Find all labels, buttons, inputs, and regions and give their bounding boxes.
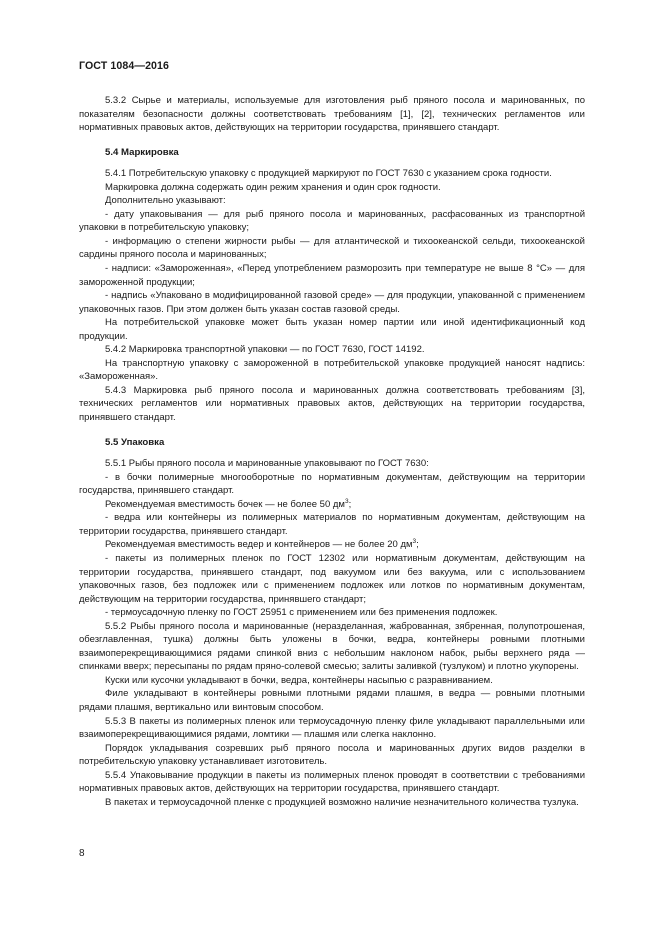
paragraph-5-5-2: 5.5.2 Рыбы пряного посола и маринованные (неразделанная, жаброванная, зябренная, полупотрошеная, обезглавленная, тушка) должны быть уложены в бочки, ведра, контейнеры ровными плотными взаимоперекрещивающимися рядами спинкой вниз с небольшим наклоном набок, рыбы верхнего ряда — спинками вверх; пересыпаны по рядам пряно-солевой смесью; залиты заливкой (тузлуком) и плотно укупорены. [79, 620, 585, 673]
text: Рекомендуемая вместимость бочек — не более 50 дм [105, 498, 345, 510]
paragraph-5-4-3: 5.4.3 Маркировка рыб пряного посола и маринованных должна соответствовать требованиям [3], технических регламентов или нормативных правовых актов, действующих на территории государства, принявшего стандарт. [79, 384, 585, 424]
paragraph: Филе укладывают в контейнеры ровными плотными рядами плашмя, в ведра — ровными плотными рядами плашмя, вертикально или винтовым способом. [79, 688, 585, 713]
text: Рекомендуемая вместимость ведер и контейнеров — не более 20 дм [105, 539, 413, 551]
text: ; [348, 498, 352, 510]
paragraph: В пакетах и термоусадочной пленке с продукцией возможно наличие незначительного количества тузлука. [105, 796, 579, 808]
text: ; [416, 539, 419, 551]
paragraph-5-5-1: 5.5.1 Рыбы пряного посола и маринованные упаковывают по ГОСТ 7630: [105, 458, 429, 470]
paragraph: На транспортную упаковку с замороженной в потребительской упаковке продукцией наносят надпись: «Замороженная». [79, 357, 585, 383]
list-item: - ведра или контейнеры из полимерных материалов по нормативным документам, действующим на территории государства, принявшего стандарт. [79, 512, 585, 537]
section-heading-packaging: 5.5 Упаковка [105, 437, 165, 449]
document-header: ГОСТ 1084—2016 [79, 60, 170, 72]
list-item: - пакеты из полимерных пленок по ГОСТ 12302 или нормативным документам, действующим на территории государства, принявшего стандарт, под вакуумом или без вакуума, или с использованием упаковочных газов, без подложек или с применением подложек или лотков по нормативным документам, действующим на территории государства, принявшего стандарт; [79, 552, 585, 605]
list-item: - информацию о степени жирности рыбы — для атлантической и тихоокеанской сельди, тихоокеанской сардины пряного посола и маринованных; [79, 235, 585, 261]
section-heading-marking: 5.4 Маркировка [105, 147, 179, 159]
paragraph-5-4-2: 5.4.2 Маркировка транспортной упаковки — по ГОСТ 7630, ГОСТ 14192. [105, 344, 425, 356]
paragraph: Куски или кусочки укладывают в бочки, ведра, контейнеры насыпью с разравниванием. [105, 674, 493, 686]
paragraph: Дополнительно указывают: [105, 195, 226, 207]
list-item: - термоусадочную пленку по ГОСТ 25951 с применением или без применения подложек. [105, 607, 498, 619]
superscript: 3 [412, 538, 417, 546]
document-body [79, 94, 585, 809]
superscript: 3 [344, 497, 349, 505]
paragraph-5-3-2: 5.3.2 Сырье и материалы, используемые для изготовления рыб пряного посола и маринованных, по показателям безопасности должны соответствовать требованиям [1], [2], технических регламентов или нормативных правовых актов, действующих на территории государства, принявшего стандарт. [79, 95, 585, 134]
list-item: - дату упаковывания — для рыб пряного посола и маринованных, расфасованных из транспортной упаковки в потребительскую упаковку; [79, 208, 585, 234]
paragraph: Порядок укладывания созревших рыб пряного посола и маринованных других видов разделки в потребительскую упаковку устанавливает изготовитель. [79, 742, 585, 768]
list-item: - надпись «Упаковано в модифицированной газовой среде» — для продукции, упакованной с применением упаковочных газов. При этом должен быть указан состав газовой среды. [79, 290, 585, 315]
paragraph-5-4-1: 5.4.1 Потребительскую упаковку с продукцией маркируют по ГОСТ 7630 с указанием срока годности. [105, 168, 552, 180]
paragraph [79, 538, 585, 552]
paragraph: На потребительской упаковке может быть указан номер партии или иной идентификационный код продукции. [79, 317, 585, 342]
page-number: 8 [79, 848, 85, 859]
paragraph-5-5-3: 5.5.3 В пакеты из полимерных пленок или термоусадочную пленку филе укладывают параллельными или взаимоперекрещивающимися рядами, ломтики — плашмя или слегка наклонно. [79, 715, 585, 741]
paragraph [79, 498, 585, 512]
list-item: - надписи: «Замороженная», «Перед употреблением разморозить при температуре не выше 8 °С» — для замороженной продукции; [79, 263, 585, 288]
paragraph: Маркировка должна содержать один режим хранения и один срок годности. [105, 181, 441, 193]
paragraph-5-5-4: 5.5.4 Упаковывание продукции в пакеты из полимерных пленок проводят в соответствии с требованиями нормативных правовых актов, действующих на территории государства, принявшего стандарт. [79, 769, 585, 795]
list-item: - в бочки полимерные многооборотные по нормативным документам, действующим на территории государства, принявшего стандарт. [79, 471, 585, 497]
